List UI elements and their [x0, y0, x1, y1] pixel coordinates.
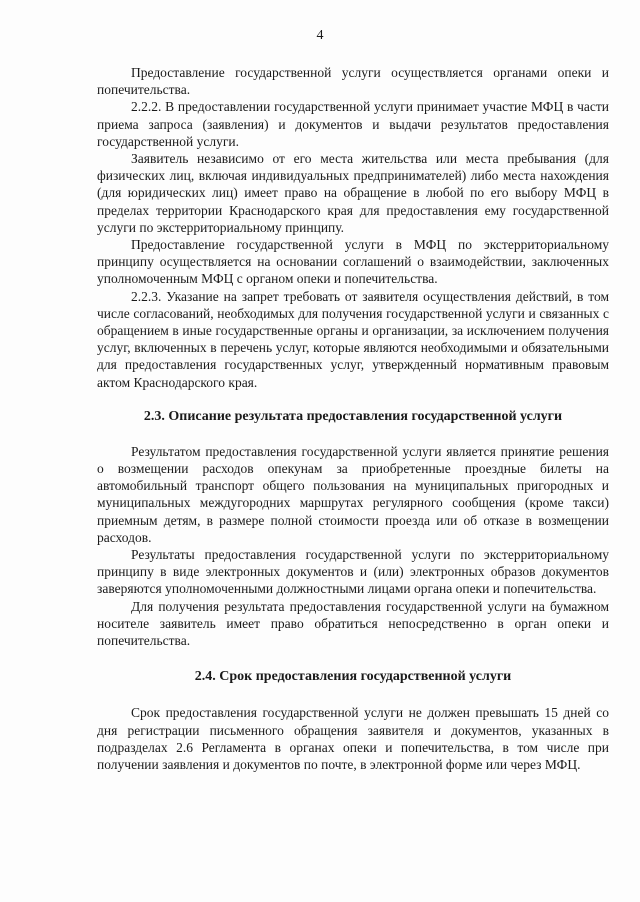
paragraph: 2.2.2. В предоставлении государственной услуги принимает участие МФЦ в части приема запроса (заявления) и документов и выдачи результатов предоставления государственной услуги. — [97, 99, 609, 149]
paragraph: Результаты предоставления государственной услуги по экстерриториальному принципу в виде электронных документов и (или) электронных образов документов заверяются уполномоченными должностными лицами органа опеки и попечительства. — [97, 547, 609, 597]
paragraph: Заявитель независимо от его места жительства или места пребывания (для физических лиц, включая индивидуальных предпринимателей) либо места нахождения (для юридических лиц) имеет право на обращение в любой по его выбору МФЦ в пределах территории Краснодарского края для предоставления ему государственной услуги по экстерриториальному принципу. — [97, 151, 609, 235]
paragraph: 2.2.3. Указание на запрет требовать от заявителя осуществления действий, в том числе согласований, необходимых для получения государственной услуги и связанных с обращением в иные государственные органы и организации, за исключением получения услуг, включенных в перечень услуг, которые являются необходимыми и обязательными для предоставления государственных услуг, утвержденный нормативным правовым актом Краснодарского края. — [97, 288, 609, 390]
document-body — [97, 64, 609, 773]
paragraph: Результатом предоставления государственной услуги является принятие решения о возмещении расходов опекунам за приобретенные проездные билеты на автомобильный транспорт общего пользования на муниципальных пригородных и муниципальных междугородних маршрутах регулярного сообщения (кроме такси) приемным детям, в размере полной стоимости проезда или об отказе в возмещении расходов. — [97, 443, 609, 545]
paragraph: Срок предоставления государственной услуги не должен превышать 15 дней со дня регистрации письменного обращения заявителя и документов, указанных в подразделах 2.6 Регламента в органах опеки и попечительства, в том числе при получении заявления и документов по почте, в электронной форме или через МФЦ. — [97, 705, 609, 772]
section-heading-2-3: 2.3. Описание результата предоставления государственной услуги — [143, 408, 563, 424]
paragraph: Предоставление государственной услуги в МФЦ по экстерриториальному принципу осуществляется на основании соглашений о взаимодействии, заключенных уполномоченным МФЦ с органом опеки и попечительства. — [97, 237, 609, 287]
paragraph: Предоставление государственной услуги осуществляется органами опеки и попечительства. — [97, 65, 609, 98]
page-number: 4 — [316, 28, 324, 43]
section-heading-2-4: 2.4. Срок предоставления государственной услуги — [194, 669, 512, 685]
paragraph: Для получения результата предоставления государственной услуги на бумажном носителе заявитель имеет право обратиться непосредственно в орган опеки и попечительства. — [97, 598, 609, 649]
